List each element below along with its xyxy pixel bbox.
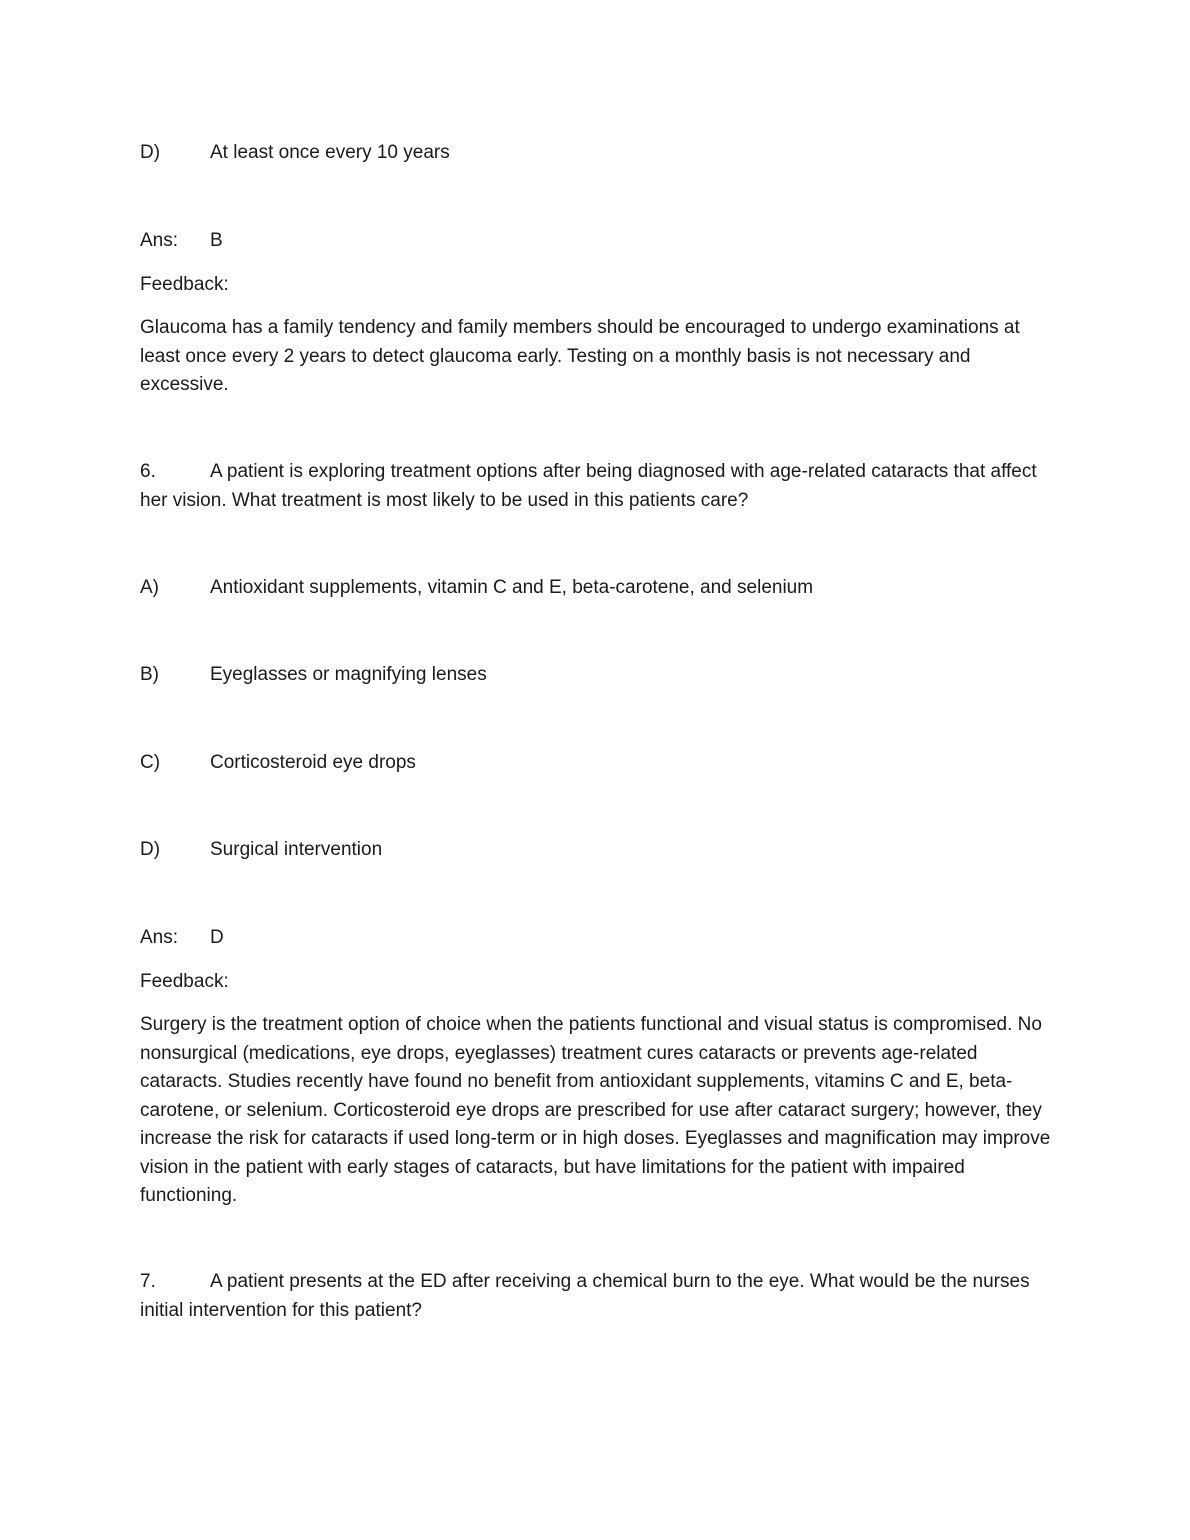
option-text: Surgical intervention: [210, 839, 383, 860]
q6-option-c: [140, 749, 416, 777]
answer-label: Ans:: [140, 927, 179, 948]
question-number: 6.: [140, 461, 156, 482]
option-text: Eyeglasses or magnifying lenses: [210, 664, 487, 685]
answer-value: D: [210, 927, 224, 948]
q6-answer: [140, 924, 224, 952]
q6-option-d: [140, 836, 382, 864]
answer-value: B: [210, 230, 223, 251]
prev-answer: [140, 227, 223, 255]
prev-feedback-text: Glaucoma has a family tendency and family members should be encouraged to undergo examinations at least once every 2 years to detect glaucoma early. Testing on a monthly basis is not necessary and excessive.: [140, 317, 1020, 395]
question-number: 7.: [140, 1271, 156, 1292]
question-stem: A patient presents at the ED after receiving a chemical burn to the eye. What would be the nurses initial intervention for this patient?: [140, 1271, 1030, 1321]
q6-option-a: [140, 574, 813, 602]
question-6: [140, 458, 1055, 515]
option-text: Antioxidant supplements, vitamin C and E, beta-carotene, and selenium: [210, 577, 814, 598]
prev-feedback-label: Feedback:: [140, 274, 229, 295]
q6-option-b: [140, 661, 487, 689]
q6-feedback-text: Surgery is the treatment option of choice when the patients functional and visual status is compromised. No nonsurgical (medications, eye drops, eyeglasses) treatment cures cataracts or prevents age-related cataracts. Studies recently have found no benefit from antioxidant supplements, vitamins C and E, beta-carotene, or selenium. Corticosteroid eye drops are prescribed for use after cataract surgery; however, they increase the risk for cataracts if used long-term or in high doses. Eyeglasses and magnification may improve vision in the patient with early stages of cataracts, but have limitations for the patient with impaired functioning.: [140, 1014, 1051, 1206]
question-7: [140, 1268, 1055, 1325]
question-stem: A patient is exploring treatment options after being diagnosed with age-related cataracts that affect her vision. What treatment is most likely to be used in this patients care?: [140, 461, 1037, 511]
option-text: Corticosteroid eye drops: [210, 752, 416, 773]
prev-option-d: [140, 139, 450, 167]
option-text: At least once every 10 years: [210, 142, 450, 163]
answer-label: Ans:: [140, 230, 179, 251]
option-label: A): [140, 577, 159, 598]
option-label: C): [140, 752, 161, 773]
option-label: D): [140, 142, 161, 163]
option-label: D): [140, 839, 161, 860]
q6-feedback-label: Feedback:: [140, 971, 229, 992]
option-label: B): [140, 664, 159, 685]
